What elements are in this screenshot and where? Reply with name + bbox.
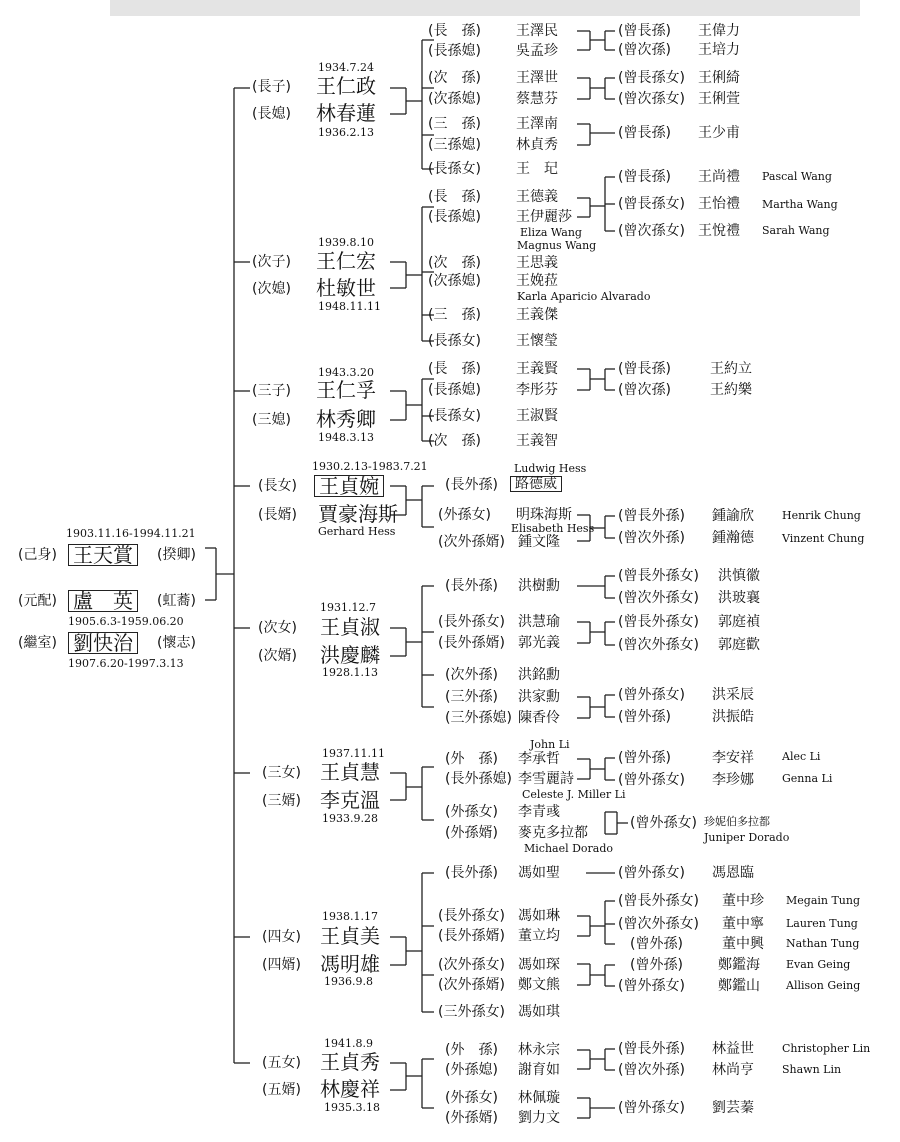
ggc-role: (曾長孫女): [618, 196, 685, 212]
ggc-name: 鍾諭欣: [712, 508, 754, 524]
gc-role: (三 孫): [428, 307, 481, 323]
gc-role: (長外孫婿): [438, 928, 505, 944]
gc-role: (三外孫): [445, 689, 498, 705]
ggc-latin: Allison Geing: [786, 979, 861, 992]
wife2-alias: (懷志): [157, 635, 196, 651]
gc-latin: Ludwig Hess: [514, 462, 587, 475]
gc-role: (長孫媳): [428, 382, 481, 398]
gc-role: (長孫女): [428, 161, 481, 177]
spouse-role: (三媳): [252, 412, 291, 428]
child-dates: 1930.2.13-1983.7.21: [312, 460, 428, 473]
gc-name: 鄭文熊: [518, 977, 560, 993]
ggc-role: (曾次孫): [618, 382, 671, 398]
ggc-name: 馮恩臨: [712, 865, 754, 881]
gc-latin: John Li: [530, 738, 570, 751]
child-role: (三子): [252, 383, 291, 399]
child-role: (長女): [258, 478, 297, 494]
gc-name: 林永宗: [518, 1042, 560, 1058]
gc-name: 王思義: [516, 255, 558, 271]
self-dates: 1903.11.16-1994.11.21: [66, 527, 196, 540]
ggc-name: 李安祥: [712, 750, 754, 766]
ggc-role: (曾長外孫): [618, 508, 685, 524]
spouse-name: 洪慶麟: [320, 643, 380, 667]
gc-name: 林佩璇: [518, 1090, 560, 1106]
gc-role: (外孫女): [438, 507, 491, 523]
spouse-name: 賈豪海斯: [318, 502, 398, 526]
child-birth: 1939.8.10: [318, 236, 374, 249]
gc-name: 洪銘勳: [518, 667, 560, 683]
gc-role: (外孫婿): [445, 1110, 498, 1126]
spouse-role: (次媳): [252, 281, 291, 297]
ggc-role: (曾次孫女): [618, 91, 685, 107]
ggc-name: 郭庭歡: [718, 637, 760, 653]
child-role: (次子): [252, 254, 291, 270]
ggc-name: 王約立: [710, 361, 752, 377]
gc-role: (次外孫婿): [438, 977, 505, 993]
gc-role: (次孫媳): [428, 273, 481, 289]
ggc-name: 林尚亨: [712, 1062, 754, 1078]
gc-name: 麥克多拉都: [518, 825, 588, 841]
gc-role: (三外孫女): [438, 1004, 505, 1020]
gc-name: 王義傑: [516, 307, 558, 323]
gc-role: (長 孫): [428, 189, 481, 205]
ggc-latin: Megain Tung: [786, 894, 861, 907]
child-name: 王貞美: [320, 924, 380, 948]
ggc-name: 洪采辰: [712, 687, 754, 703]
wife2-name: 劉快治: [68, 632, 138, 654]
gc-name: 李彤芬: [516, 382, 558, 398]
child-role: (長子): [252, 79, 291, 95]
child-role: (次女): [258, 620, 297, 636]
gc-latin: Eliza Wang: [520, 226, 582, 239]
spouse-role: (四婿): [262, 957, 301, 973]
ggc-role: (曾外孫): [618, 709, 671, 725]
child-name: 王仁孚: [316, 378, 376, 402]
gc-role: (外 孫): [445, 1042, 498, 1058]
child-birth: 1934.7.24: [318, 61, 374, 74]
gc-role: (外孫女): [445, 1090, 498, 1106]
gc-role: (外孫女): [445, 804, 498, 820]
gc-latin: Magnus Wang: [517, 239, 597, 252]
gc-name: 李承哲: [518, 751, 560, 767]
ggc-latin: Nathan Tung: [786, 937, 860, 950]
child-birth: 1931.12.7: [320, 601, 376, 614]
ggc-name: 洪慎徽: [718, 568, 760, 584]
ggc-latin: Martha Wang: [762, 198, 838, 211]
child-role: (四女): [262, 929, 301, 945]
ggc-latin: Christopher Lin: [782, 1042, 871, 1055]
ggc-role: (曾長孫): [618, 361, 671, 377]
spouse-name: 林秀卿: [316, 407, 376, 431]
spouse-name: 林春蓮: [316, 101, 376, 125]
ggc-role: (曾次孫): [618, 42, 671, 58]
gc-role: (次 孫): [428, 255, 481, 271]
ggc-latin: Sarah Wang: [762, 224, 830, 237]
gc-role: (長外孫女): [438, 614, 505, 630]
gc-name: 王澤民: [516, 23, 558, 39]
gc-latin: Karla Aparicio Alvarado: [517, 290, 651, 303]
ggc-latin: Lauren Tung: [786, 917, 858, 930]
gc-latin: Michael Dorado: [524, 842, 614, 855]
gc-name: 王澤世: [516, 70, 558, 86]
child-name: 王貞婉: [314, 475, 384, 497]
gc-role: (長 孫): [428, 361, 481, 377]
ggc-name: 洪振皓: [712, 709, 754, 725]
gc-role: (次外孫): [445, 667, 498, 683]
ggc-name: 鍾瀚德: [712, 530, 754, 546]
self-alias: (揆卿): [157, 547, 196, 563]
gc-role: (三 孫): [428, 116, 481, 132]
gc-role: (外孫婿): [445, 825, 498, 841]
child-role: (三女): [262, 765, 301, 781]
gc-role: (次 孫): [428, 70, 481, 86]
gc-name: 王義智: [516, 433, 558, 449]
gc-name: 王義賢: [516, 361, 558, 377]
gc-role: (次 孫): [428, 433, 481, 449]
ggc-name: 王俐綺: [698, 70, 740, 86]
gc-name: 鍾文隆: [518, 534, 560, 550]
ggc-latin: Henrik Chung: [782, 509, 861, 522]
child-birth: 1943.3.20: [318, 366, 374, 379]
child-name: 王仁宏: [316, 249, 376, 273]
gc-name: 洪慧瑜: [518, 614, 560, 630]
wife1-name: 盧 英: [68, 590, 138, 612]
gc-role: (長孫媳): [428, 43, 481, 59]
ggc-latin: Pascal Wang: [762, 170, 832, 183]
ggc-role: (曾次外孫): [618, 1062, 685, 1078]
spouse-birth: 1948.11.11: [318, 300, 381, 313]
spouse-birth: 1933.9.28: [322, 812, 378, 825]
gc-name: 郭光義: [518, 635, 560, 651]
ggc-role: (曾外孫女): [618, 865, 685, 881]
gc-role: (長外孫): [445, 578, 498, 594]
ggc-name: 王怡禮: [698, 196, 740, 212]
spouse-role: (長婿): [258, 507, 297, 523]
ggc-name: 王尚禮: [698, 169, 740, 185]
spouse-birth: 1948.3.13: [318, 431, 374, 444]
ggc-role: (曾外孫): [618, 750, 671, 766]
gc-role: (長孫媳): [428, 209, 481, 225]
ggc-role: (曾外孫): [630, 957, 683, 973]
gc-latin: Elisabeth Hess: [511, 522, 595, 535]
gc-name: 王娩菈: [516, 273, 558, 289]
ggc-name: 王俐萱: [698, 91, 740, 107]
ggc-name: 王少甫: [698, 125, 740, 141]
gc-name: 馮如聖: [518, 865, 560, 881]
spouse-birth: 1936.9.8: [324, 975, 373, 988]
ggc-name: 董中珍: [722, 893, 764, 909]
ggc-latin: Vinzent Chung: [782, 532, 865, 545]
ggc-latin: Shawn Lin: [782, 1063, 842, 1076]
gc-role: (三孫媳): [428, 137, 481, 153]
ggc-name: 王悅禮: [698, 223, 740, 239]
gc-name: 林貞秀: [516, 137, 558, 153]
ggc-role: (曾長外孫女): [618, 614, 699, 630]
ggc-role: (曾外孫女): [630, 815, 697, 831]
ggc-latin: Evan Geing: [786, 958, 851, 971]
spouse-name: 杜敏世: [316, 276, 376, 300]
ggc-name: 珍妮伯多拉都: [704, 815, 770, 828]
ggc-name: 劉芸蓁: [712, 1100, 754, 1116]
gc-name: 馮如琳: [518, 908, 560, 924]
ggc-name: 王培力: [698, 42, 740, 58]
ggc-name: 李珍娜: [712, 772, 754, 788]
gc-name: 馮如琛: [518, 957, 560, 973]
ggc-role: (曾外孫女): [618, 687, 685, 703]
child-name: 王貞秀: [320, 1050, 380, 1074]
gc-role: (長 孫): [428, 23, 481, 39]
ggc-latin: Juniper Dorado: [704, 831, 790, 844]
gc-role: (長外孫女): [438, 908, 505, 924]
ggc-role: (曾長孫): [618, 23, 671, 39]
child-role: (五女): [262, 1055, 301, 1071]
gc-name: 王澤南: [516, 116, 558, 132]
gc-name: 路德威: [510, 476, 562, 492]
ggc-name: 郭庭禎: [718, 614, 760, 630]
spouse-latin: Gerhard Hess: [318, 525, 396, 538]
wife1-alias: (虹蕎): [157, 593, 196, 609]
spouse-role: (三婿): [262, 793, 301, 809]
ggc-role: (曾長外孫女): [618, 568, 699, 584]
ggc-name: 董中興: [722, 936, 764, 952]
child-name: 王貞慧: [320, 760, 380, 784]
ggc-role: (曾外孫女): [618, 1100, 685, 1116]
gc-latin: Celeste J. Miller Li: [522, 788, 626, 801]
ggc-role: (曾外孫): [630, 936, 683, 952]
gc-name: 王淑賢: [516, 408, 558, 424]
child-birth: 1941.8.9: [324, 1037, 373, 1050]
ggc-role: (曾外孫女): [618, 772, 685, 788]
gc-name: 謝育如: [518, 1062, 560, 1078]
child-name: 王貞淑: [320, 615, 380, 639]
ggc-role: (曾次外孫): [618, 530, 685, 546]
wife2-role: (繼室): [18, 635, 57, 651]
gc-role: (長外孫): [445, 477, 498, 493]
wife1-role: (元配): [18, 593, 57, 609]
ggc-name: 鄭鑑海: [718, 957, 760, 973]
ggc-role: (曾次外孫女): [618, 916, 699, 932]
ggc-role: (曾外孫女): [618, 978, 685, 994]
self-name: 王天賞: [68, 544, 138, 566]
spouse-name: 李克溫: [320, 788, 380, 812]
ggc-name: 王偉力: [698, 23, 740, 39]
gc-role: (長孫女): [428, 408, 481, 424]
ggc-latin: Genna Li: [782, 772, 833, 785]
gc-role: (長外孫媳): [445, 771, 512, 787]
wife1-dates: 1905.6.3-1959.06.20: [68, 615, 184, 628]
child-name: 王仁政: [316, 74, 376, 98]
ggc-role: (曾次外孫女): [618, 637, 699, 653]
gc-role: (長外孫): [445, 865, 498, 881]
gc-name: 王懷瑩: [516, 333, 558, 349]
spouse-name: 林慶祥: [320, 1077, 380, 1101]
gc-name: 吳孟珍: [516, 43, 558, 59]
gc-name: 洪樹勳: [518, 578, 560, 594]
gc-role: (外 孫): [445, 751, 498, 767]
gc-role: (次外孫婿): [438, 534, 505, 550]
spouse-birth: 1935.3.18: [324, 1101, 380, 1114]
gc-name: 蔡慧芬: [516, 91, 558, 107]
gc-role: (次外孫女): [438, 957, 505, 973]
ggc-role: (曾長外孫): [618, 1041, 685, 1057]
gc-name: 王伊麗莎: [516, 209, 572, 225]
gc-name: 王 玘: [516, 161, 558, 177]
ggc-role: (曾長孫女): [618, 70, 685, 86]
self-role: (己身): [18, 547, 57, 563]
gc-name: 馮如琪: [518, 1004, 560, 1020]
ggc-role: (曾次外孫女): [618, 590, 699, 606]
gc-name: 李雪麗詩: [518, 771, 574, 787]
ggc-name: 董中寧: [722, 916, 764, 932]
gc-name: 明珠海斯: [516, 507, 572, 523]
gc-role: (長孫女): [428, 333, 481, 349]
gc-role: (三外孫媳): [445, 710, 512, 726]
spouse-role: (五婿): [262, 1082, 301, 1098]
spouse-name: 馮明雄: [320, 952, 380, 976]
ggc-role: (曾長孫): [618, 125, 671, 141]
child-birth: 1937.11.11: [322, 747, 385, 760]
ggc-role: (曾長外孫女): [618, 893, 699, 909]
gc-name: 洪家勳: [518, 689, 560, 705]
gc-name: 陳香伶: [518, 710, 560, 726]
spouse-birth: 1936.2.13: [318, 126, 374, 139]
spouse-role: (長媳): [252, 106, 291, 122]
ggc-name: 王約樂: [710, 382, 752, 398]
wife2-dates: 1907.6.20-1997.3.13: [68, 657, 184, 670]
child-birth: 1938.1.17: [322, 910, 378, 923]
gc-name: 李青彧: [518, 804, 560, 820]
gc-name: 董立均: [518, 928, 560, 944]
ggc-name: 洪玻襄: [718, 590, 760, 606]
spouse-birth: 1928.1.13: [322, 666, 378, 679]
gc-name: 劉力文: [518, 1110, 560, 1126]
spouse-role: (次婿): [258, 648, 297, 664]
gc-role: (次孫媳): [428, 91, 481, 107]
ggc-name: 鄭鑑山: [718, 978, 760, 994]
gc-role: (長外孫婿): [438, 635, 505, 651]
ggc-latin: Alec Li: [782, 750, 821, 763]
ggc-role: (曾次孫女): [618, 223, 685, 239]
ggc-name: 林益世: [712, 1041, 754, 1057]
gc-name: 王德義: [516, 189, 558, 205]
gc-role: (外孫媳): [445, 1062, 498, 1078]
ggc-role: (曾長孫): [618, 169, 671, 185]
